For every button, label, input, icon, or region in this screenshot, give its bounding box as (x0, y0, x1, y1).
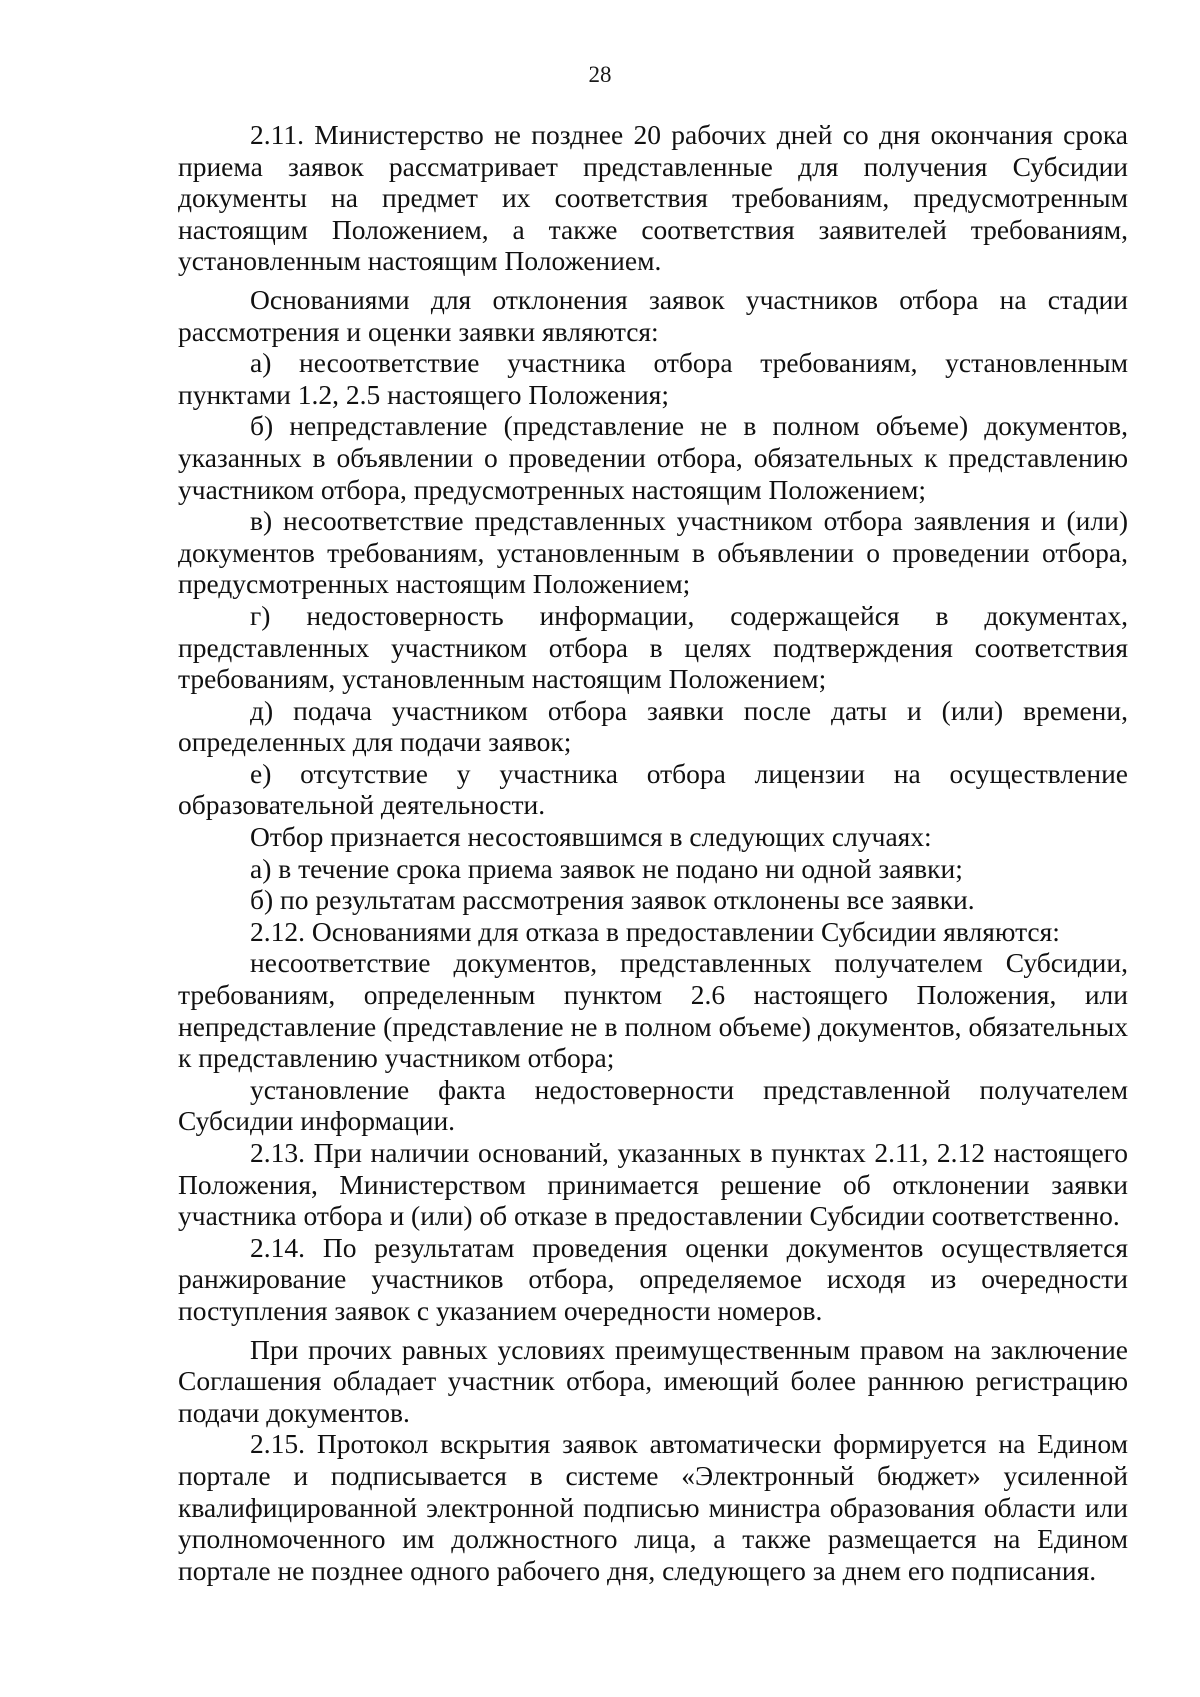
paragraph-2-14: 2.14. По результатам проведения оценки документов осуществляется ранжирование участников отбора, определяемое исходя из очередности поступления заявок с указанием очередности номеров. (178, 1231, 1128, 1326)
paragraph-rejection-grounds: Основаниями для отклонения заявок участников отбора на стадии рассмотрения и оценки заявки являются: (178, 283, 1128, 347)
paragraph-selection-failed: Отбор признается несостоявшимся в следующих случаях: (250, 821, 932, 853)
paragraph-2-12: 2.12. Основаниями для отказа в предоставлении Субсидии являются: (250, 915, 1060, 947)
list-item-b: б) непредставление (представление не в полном объеме) документов, указанных в объявлении о проведении отбора, обязательных к представлению участником отбора, предусмотренных настоящим Положением; (178, 410, 1128, 505)
paragraph-2-13: 2.13. При наличии оснований, указанных в пунктах 2.11, 2.12 настоящего Положения, Министерством принимается решение об отклонении заявки участника отбора и (или) об отказе в предоставлении Субсидии соответственно. (178, 1137, 1128, 1232)
document-body (178, 119, 1128, 1586)
paragraph-2-11: 2.11. Министерство не позднее 20 рабочих дней со дня окончания срока приема заявок рассматривает представленные для получения Субсидии документы на предмет их соответствия требованиям, предусмотренным настоящим Положением, а также соответствия заявителей требованиям, установленным настоящим Положением. (178, 119, 1128, 277)
list-item-failed-b: б) по результатам рассмотрения заявок отклонены все заявки. (250, 884, 975, 916)
list-item-a: а) несоответствие участника отбора требованиям, установленным пунктами 1.2, 2.5 настоящего Положения; (178, 347, 1128, 410)
list-item-g: г) недостоверность информации, содержащейся в документах, представленных участником отбора в целях подтверждения соответствия требованиям, установленным настоящим Положением; (178, 599, 1128, 695)
list-item-d: д) подача участником отбора заявки после даты и (или) времени, определенных для подачи заявок; (178, 694, 1128, 758)
page-number: 28 (588, 62, 612, 87)
paragraph-2-15: 2.15. Протокол вскрытия заявок автоматически формируется на Едином портале и подписывается в системе «Электронный бюджет» усиленной квалифицированной электронной подписью министра образования области или уполномоченного им должностного лица, а также размещается на Едином портале не позднее одного рабочего дня, следующего за днем его подписания. (178, 1428, 1128, 1586)
paragraph-refusal-ground-1: несоответствие документов, представленных получателем Субсидии, требованиям, определенным пунктом 2.6 настоящего Положения, или непредставление (представление не в полном объеме) документов, обязательных к представлению участником отбора; (178, 947, 1128, 1074)
list-item-failed-a: а) в течение срока приема заявок не подано ни одной заявки; (250, 852, 963, 884)
list-item-v: в) несоответствие представленных участником отбора заявления и (или) документов требованиям, установленным в объявлении о проведении отбора, предусмотренных настоящим Положением; (178, 505, 1128, 600)
paragraph-refusal-ground-2: установление факта недостоверности представленной получателем Субсидии информации. (178, 1073, 1128, 1137)
list-item-e: е) отсутствие у участника отбора лицензии на осуществление образовательной деятельности. (178, 757, 1128, 821)
paragraph-priority-right: При прочих равных условиях преимущественным правом на заключение Соглашения обладает участник отбора, имеющий более раннюю регистрацию подачи документов. (178, 1333, 1128, 1428)
